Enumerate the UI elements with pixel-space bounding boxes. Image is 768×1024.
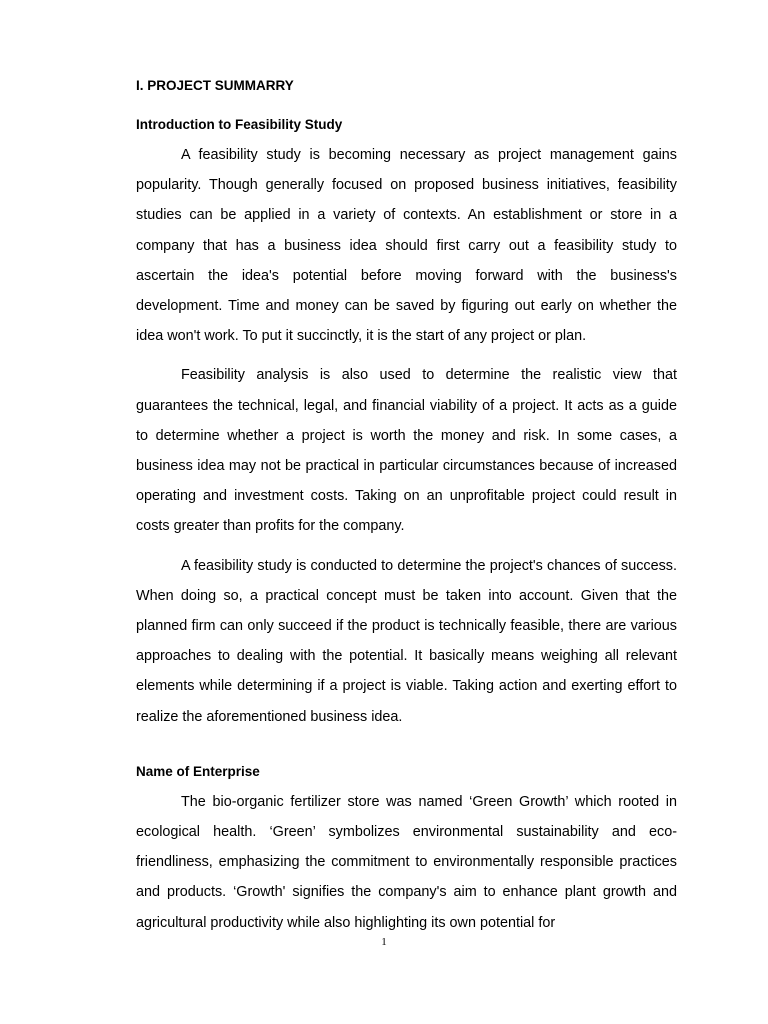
intro-paragraph-2: Feasibility analysis is also used to determine the realistic view that guarantees the technical, legal, and financial viability of a project. It acts as a guide to determine whether a project is worth the money and risk. In some cases, a business idea may not be practical in particular circumstances because of increased operating and investment costs. Taking on an unprofitable project could result in costs greater than profits for the company.: [136, 367, 677, 535]
page-content: [136, 76, 677, 947]
intro-paragraph-3: A feasibility study is conducted to determine the project's chances of success. When doing so, a practical concept must be taken into account. Given that the planned firm can only succeed if the product is technically feasible, there are various approaches to dealing with the potential. It basically means weighing all relevant elements while determining if a project is viable. Taking action and exerting effort to realize the aforementioned business idea.: [136, 557, 677, 725]
intro-heading: Introduction to Feasibility Study: [136, 117, 343, 132]
section-title: I. PROJECT SUMMARRY: [136, 78, 294, 93]
page-number: 1: [381, 936, 387, 948]
enterprise-paragraph-1: The bio-organic fertilizer store was named ‘Green Growth’ which rooted in ecological health. ‘Green’ symbolizes environmental sustainability and eco-friendliness, emphasizing the commitment to environmentally responsible practices and products. ‘Growth' signifies the company's aim to enhance plant growth and agricultural productivity while also highlighting its own potential for: [136, 793, 677, 931]
intro-paragraph-1: A feasibility study is becoming necessary as project management gains popularity. Though generally focused on proposed business initiatives, feasibility studies can be applied in a variety of contexts. An establishment or store in a company that has a business idea should first carry out a feasibility study to ascertain the idea's potential before moving forward with the business's development. Time and money can be saved by figuring out early on whether the idea won't work. To put it succinctly, it is the start of any project or plan.: [136, 147, 677, 345]
enterprise-heading: Name of Enterprise: [136, 763, 260, 779]
